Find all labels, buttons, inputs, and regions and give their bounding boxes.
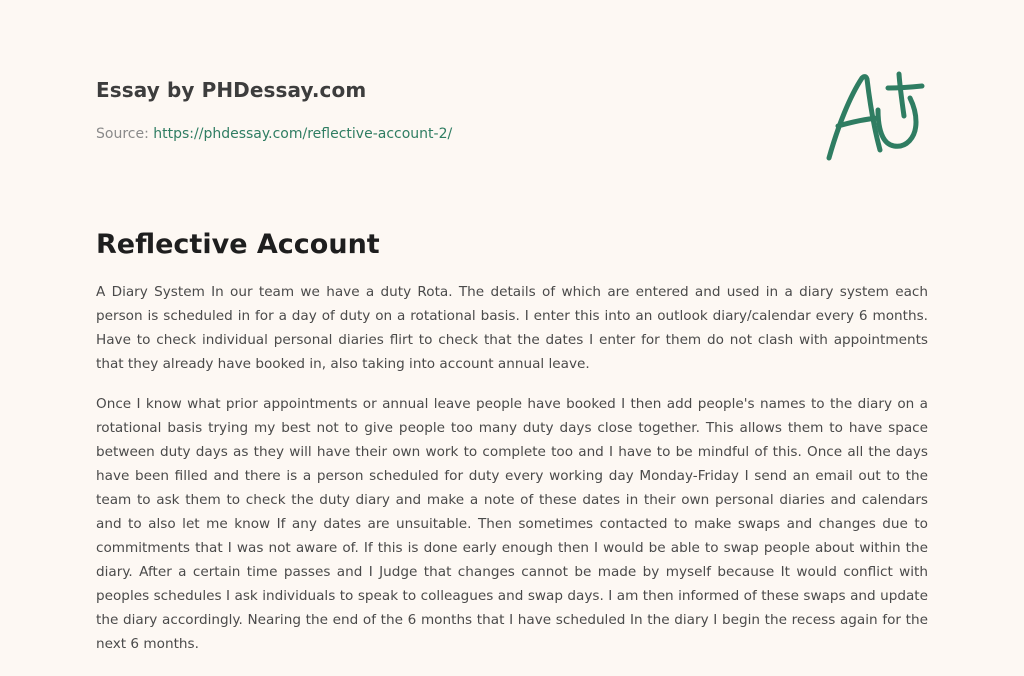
essay-paragraph: Once I know what prior appointments or annual leave people have booked I then add people's names to the diary on a rotational basis trying my best not to give people too many duty days close together. This allows them to have space between duty days as they will have their own work to complete too and I have to be mindful of this. Once all the days have been filled and there is a person scheduled for duty every working day Monday-Friday I send an email out to the team to ask them to check the duty diary and make a note of these dates in their own personal diaries and calendars and to also let me know If any dates are unsuitable. Then sometimes contacted to make swaps and changes due to commitments that I was not aware of. If this is done early enough then I would be able to swap people about within the diary. After a certain time passes and I Judge that changes cannot be made by myself because It would conflict with peoples schedules I ask individuals to speak to colleagues and swap days. I am then informed of these swaps and update the diary accordingly. Nearing the end of the 6 months that I have scheduled In the diary I begin the recess again for the next 6 months. — [96, 396, 928, 652]
a-plus-grade-logo-icon — [818, 66, 930, 168]
essay-article — [96, 226, 928, 672]
site-title: Essay by PHDessay.com — [96, 78, 367, 102]
page-header — [96, 76, 452, 144]
source-link[interactable]: https://phdessay.com/reflective-account-2/ — [153, 126, 453, 142]
source-line — [96, 124, 452, 144]
essay-paragraph: A Diary System In our team we have a duty Rota. The details of which are entered and used in a diary system each person is scheduled in for a day of duty on a rotational basis. I enter this into an outlook diary/calendar every 6 months. Have to check individual personal diaries flirt to check that the dates I enter for them do not clash with appointments that they already have booked in, also taking into account annual leave. — [96, 284, 928, 372]
essay-body — [96, 280, 928, 656]
essay-title: Reflective Account — [96, 229, 380, 260]
source-label: Source: — [96, 126, 154, 142]
